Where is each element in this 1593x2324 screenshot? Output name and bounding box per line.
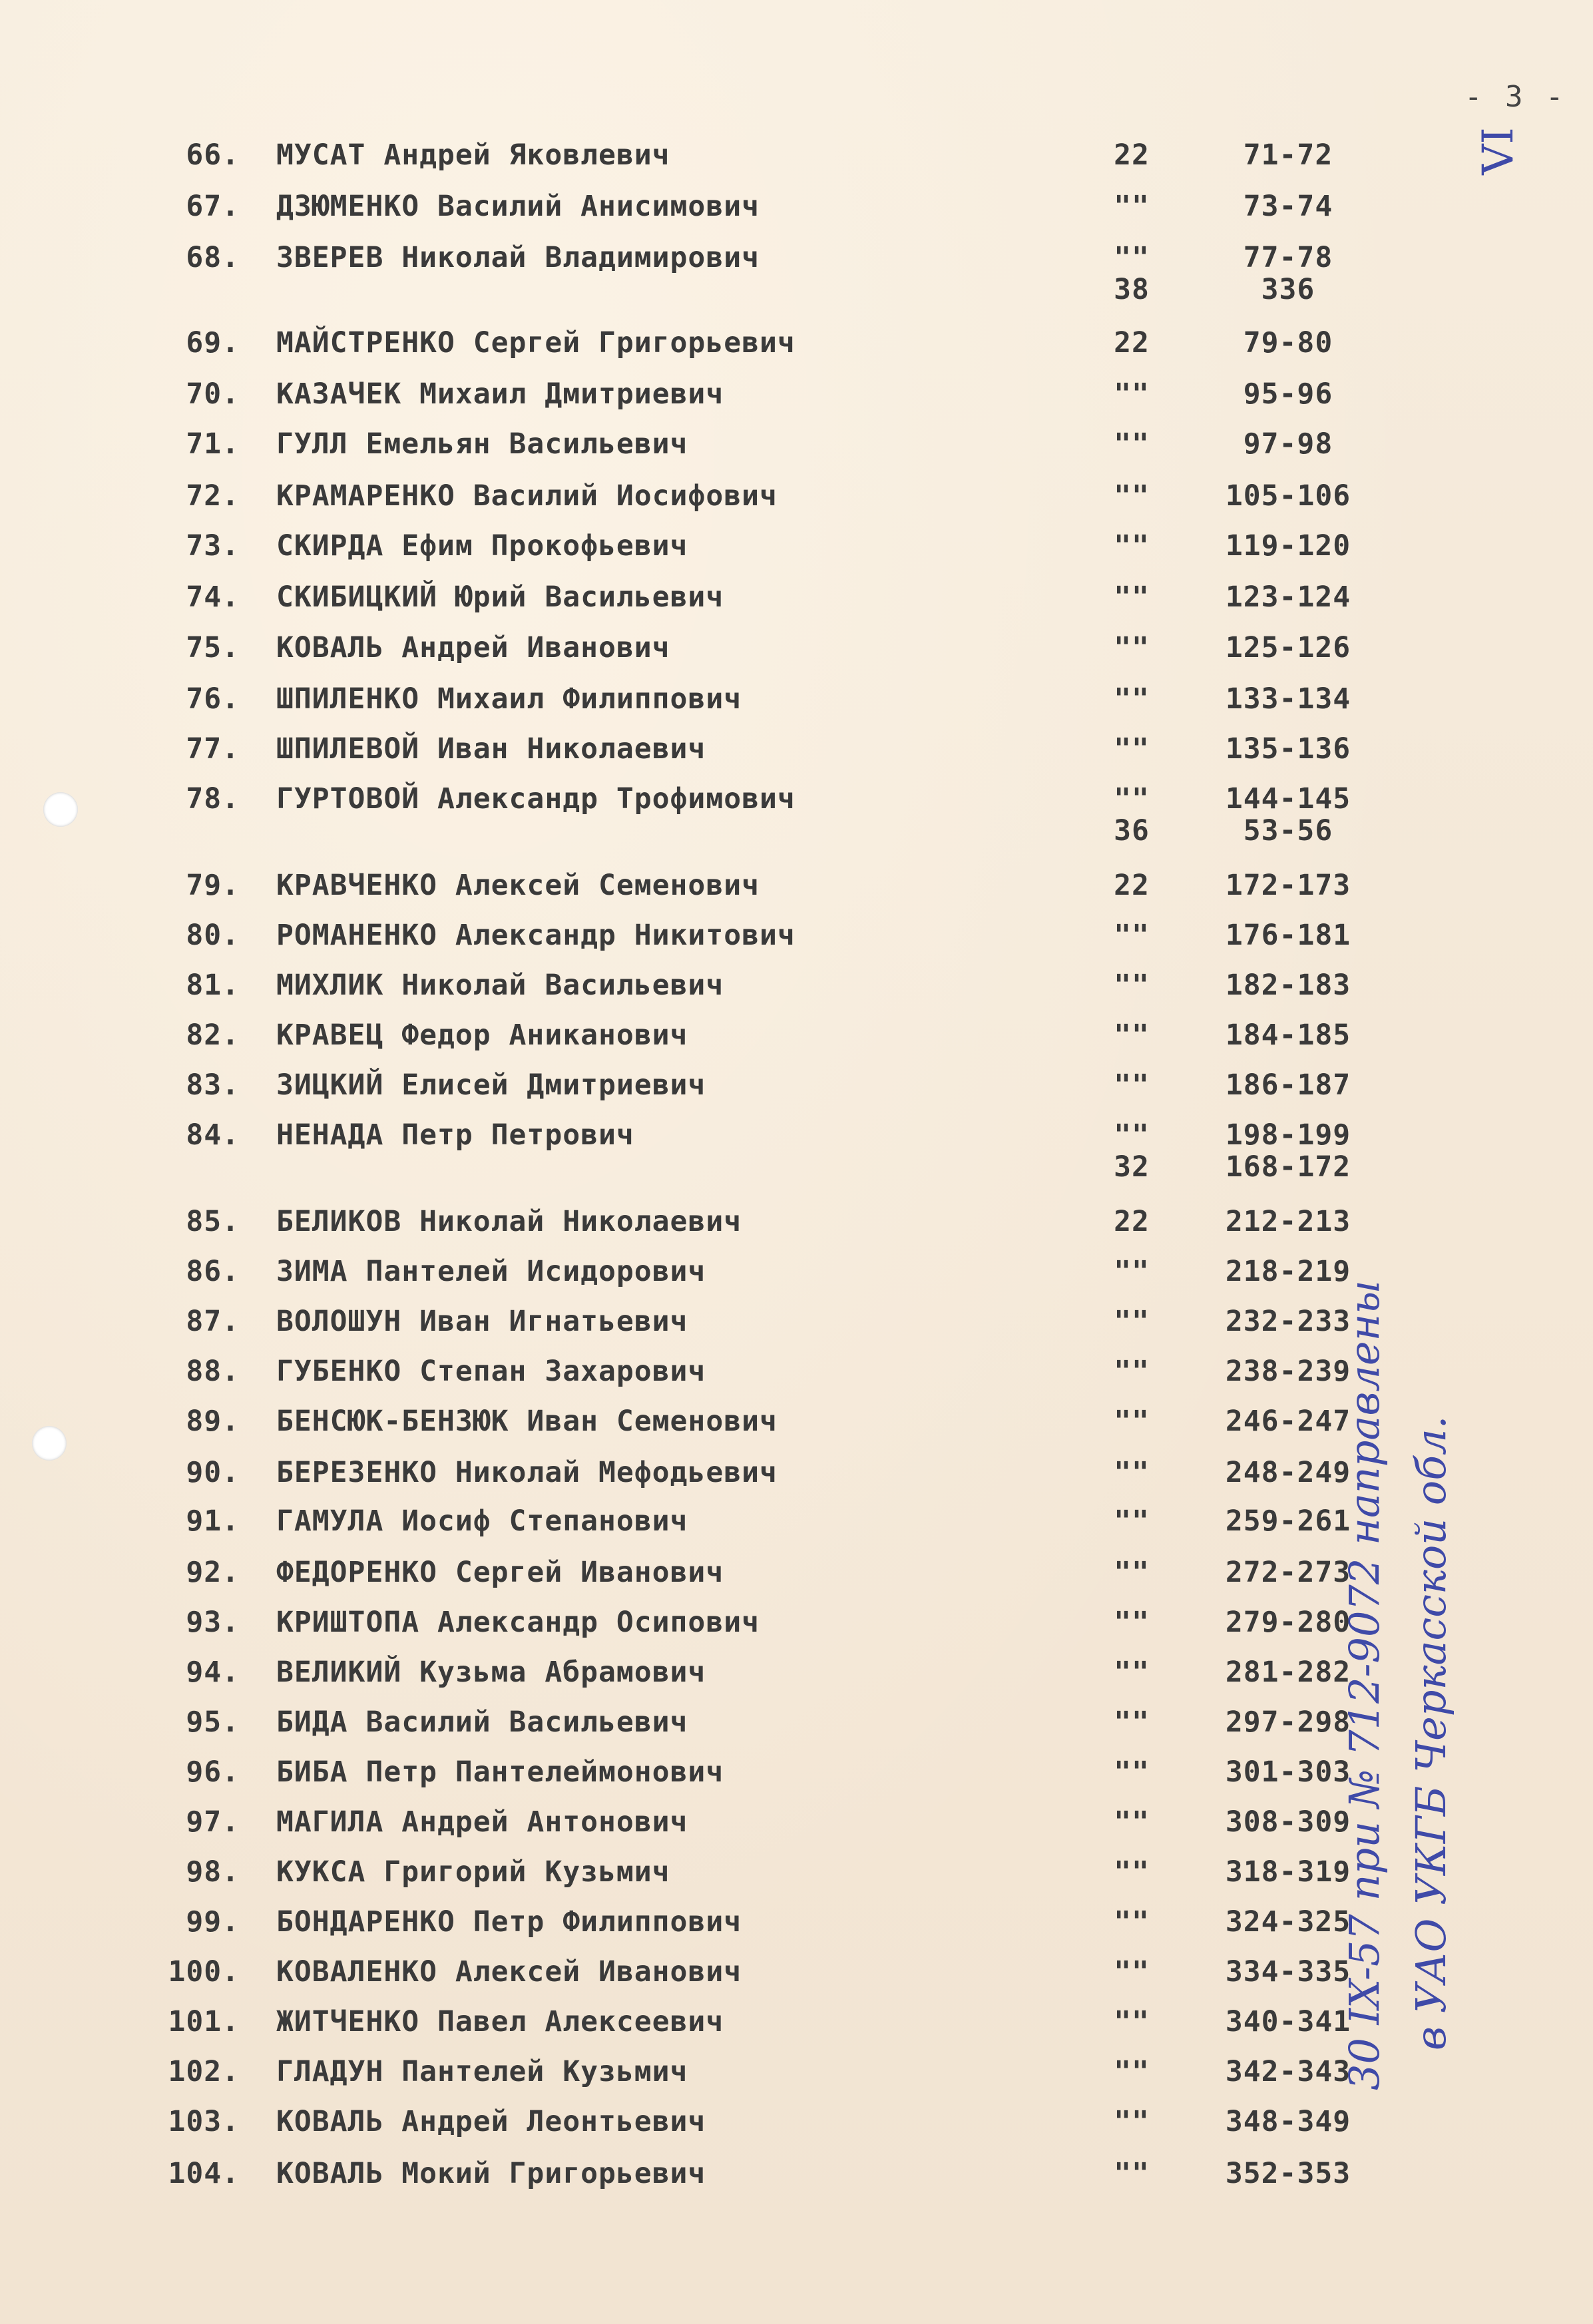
list-item — [0, 732, 1465, 772]
entry-volume — [1092, 1955, 1172, 1988]
list-item — [0, 1606, 1465, 1646]
entry-volume-value: "" — [1114, 479, 1150, 513]
entry-name: БЕНСЮК-БЕНЗЮК Иван Семенович — [276, 1405, 778, 1438]
entry-volume-value: 22 — [1114, 138, 1150, 172]
entry-number: 86. — [186, 1255, 240, 1288]
entry-volume — [1092, 326, 1172, 359]
entry-volume-value: "" — [1114, 1118, 1150, 1152]
entry-pages — [1205, 377, 1371, 411]
entry-volume-value: "" — [1114, 1706, 1150, 1739]
entry-pages — [1205, 427, 1371, 461]
entry-pages — [1205, 1955, 1371, 1988]
entry-pages — [1205, 1905, 1371, 1939]
entry-volume-value: "" — [1114, 1855, 1150, 1889]
list-item — [0, 1706, 1465, 1745]
list-item — [0, 1019, 1465, 1058]
entry-pages-secondary: 168-172 — [1225, 1150, 1351, 1184]
entry-volume — [1092, 138, 1172, 172]
entry-volume — [1092, 2055, 1172, 2088]
entry-volume-value: "" — [1114, 1905, 1150, 1939]
entry-pages — [1205, 1405, 1371, 1438]
entry-volume-value: "" — [1114, 1019, 1150, 1052]
entry-volume — [1092, 1606, 1172, 1639]
entry-volume — [1092, 919, 1172, 952]
entry-number: 104. — [168, 2157, 240, 2190]
entry-name: ЗВЕРЕВ Николай Владимирович — [276, 241, 760, 274]
entry-number: 72. — [186, 479, 240, 513]
entry-volume-value: "" — [1114, 1456, 1150, 1489]
entry-pages-value: 77-78 — [1243, 241, 1333, 274]
entry-volume-value: "" — [1114, 529, 1150, 563]
entry-volume-value: 22 — [1114, 326, 1150, 359]
entry-number: 90. — [186, 1456, 240, 1489]
entry-volume-value: "" — [1114, 1405, 1150, 1438]
entry-volume-value: "" — [1114, 1505, 1150, 1538]
entry-pages-value: 279-280 — [1225, 1606, 1351, 1639]
entry-volume — [1092, 969, 1172, 1002]
entry-pages-value: 212-213 — [1225, 1205, 1351, 1238]
entry-number: 102. — [168, 2055, 240, 2088]
entry-name: МАГИЛА Андрей Антонович — [276, 1805, 688, 1839]
entry-name: КРАМАРЕНКО Василий Иосифович — [276, 479, 778, 513]
entry-number: 103. — [168, 2105, 240, 2138]
entry-number: 99. — [186, 1905, 240, 1939]
entry-volume-value: 22 — [1114, 1205, 1150, 1238]
list-item — [0, 427, 1465, 467]
entry-pages-secondary: 336 — [1261, 273, 1315, 306]
entry-volume — [1092, 377, 1172, 411]
entry-name: КРАВЧЕНКО Алексей Семенович — [276, 869, 760, 902]
entry-volume-value: "" — [1114, 2005, 1150, 2038]
entry-volume — [1092, 1855, 1172, 1889]
entry-number: 95. — [186, 1706, 240, 1739]
entry-pages — [1205, 2157, 1371, 2190]
entry-volume — [1092, 1355, 1172, 1388]
entry-pages — [1205, 631, 1371, 664]
entry-pages-value: 232-233 — [1225, 1305, 1351, 1338]
entry-pages-value: 123-124 — [1225, 581, 1351, 614]
entry-volume-secondary: 32 — [1114, 1150, 1150, 1184]
list-item — [0, 631, 1465, 671]
entry-volume — [1092, 869, 1172, 902]
list-item — [0, 1205, 1465, 1245]
entry-pages-value: 297-298 — [1225, 1706, 1351, 1739]
entry-volume — [1092, 2157, 1172, 2190]
entry-pages — [1205, 782, 1371, 847]
entry-pages — [1205, 2005, 1371, 2038]
list-item — [0, 1656, 1465, 1696]
entry-pages — [1205, 1118, 1371, 1184]
entry-pages — [1205, 1656, 1371, 1689]
entry-name: КРИШТОПА Александр Осипович — [276, 1606, 760, 1639]
list-item — [0, 1805, 1465, 1845]
entry-number: 83. — [186, 1068, 240, 1102]
entry-pages-value: 198-199 — [1225, 1118, 1351, 1152]
entry-number: 82. — [186, 1019, 240, 1052]
entry-name: БОНДАРЕНКО Петр Филиппович — [276, 1905, 742, 1939]
entry-pages-value: 248-249 — [1225, 1456, 1351, 1489]
list-item — [0, 1855, 1465, 1895]
entry-pages-value: 133-134 — [1225, 682, 1351, 716]
entry-number: 100. — [168, 1955, 240, 1988]
list-item — [0, 1305, 1465, 1345]
entry-volume-value: "" — [1114, 2157, 1150, 2190]
entry-pages — [1205, 1706, 1371, 1739]
entry-volume-value: "" — [1114, 377, 1150, 411]
entry-pages — [1205, 1556, 1371, 1589]
list-item — [0, 2055, 1465, 2095]
entry-volume — [1092, 2005, 1172, 2038]
entry-volume — [1092, 1456, 1172, 1489]
entry-name: НЕНАДА Петр Петрович — [276, 1118, 634, 1152]
entry-pages-value: 79-80 — [1243, 326, 1333, 359]
entry-pages — [1205, 241, 1371, 306]
entry-pages — [1205, 1255, 1371, 1288]
entry-volume-value: "" — [1114, 732, 1150, 766]
entry-pages-value: 184-185 — [1225, 1019, 1351, 1052]
entry-number: 66. — [186, 138, 240, 172]
entry-name: МУСАТ Андрей Яковлевич — [276, 138, 670, 172]
list-item — [0, 1118, 1465, 1184]
entry-volume-value: "" — [1114, 241, 1150, 274]
entry-volume — [1092, 1019, 1172, 1052]
entry-volume — [1092, 1255, 1172, 1288]
entry-pages-value: 71-72 — [1243, 138, 1333, 172]
entry-volume-value: "" — [1114, 2105, 1150, 2138]
entry-volume — [1092, 1656, 1172, 1689]
entry-name: МИХЛИК Николай Васильевич — [276, 969, 724, 1002]
entry-name: КОВАЛЬ Андрей Леонтьевич — [276, 2105, 706, 2138]
entry-volume — [1092, 241, 1172, 306]
entry-number: 92. — [186, 1556, 240, 1589]
entry-number: 73. — [186, 529, 240, 563]
list-item — [0, 1755, 1465, 1795]
entry-volume — [1092, 1805, 1172, 1839]
entry-pages-secondary: 53-56 — [1243, 814, 1333, 847]
entry-number: 88. — [186, 1355, 240, 1388]
entry-volume-secondary: 36 — [1114, 814, 1150, 847]
entry-name: БИДА Василий Васильевич — [276, 1706, 688, 1739]
entry-pages-value: 259-261 — [1225, 1505, 1351, 1538]
entry-volume — [1092, 1118, 1172, 1184]
entry-pages — [1205, 682, 1371, 716]
entry-number: 81. — [186, 969, 240, 1002]
list-item — [0, 1955, 1465, 1995]
entry-volume-value: "" — [1114, 969, 1150, 1002]
list-item — [0, 2105, 1465, 2145]
entry-number: 76. — [186, 682, 240, 716]
entry-volume-value: "" — [1114, 581, 1150, 614]
entry-name: ФЕДОРЕНКО Сергей Иванович — [276, 1556, 724, 1589]
entry-number: 87. — [186, 1305, 240, 1338]
list-item — [0, 869, 1465, 909]
entry-number: 75. — [186, 631, 240, 664]
entry-pages — [1205, 326, 1371, 359]
entry-pages — [1205, 869, 1371, 902]
entry-volume — [1092, 1556, 1172, 1589]
entry-pages — [1205, 1355, 1371, 1388]
entry-pages-value: 281-282 — [1225, 1656, 1351, 1689]
entry-pages-value: 334-335 — [1225, 1955, 1351, 1988]
entry-pages-value: 95-96 — [1243, 377, 1333, 411]
entry-number: 84. — [186, 1118, 240, 1152]
entry-volume-value: "" — [1114, 782, 1150, 815]
entry-volume-value: "" — [1114, 1556, 1150, 1589]
list-item — [0, 1505, 1465, 1544]
roman-numeral: VI — [1473, 127, 1523, 175]
entry-number: 93. — [186, 1606, 240, 1639]
entry-name: ДЗЮМЕНКО Василий Анисимович — [276, 190, 760, 223]
entry-name: БЕЛИКОВ Николай Николаевич — [276, 1205, 742, 1238]
entry-volume — [1092, 479, 1172, 513]
entry-volume-value: "" — [1114, 2055, 1150, 2088]
entry-name: СКИРДА Ефим Прокофьевич — [276, 529, 688, 563]
entry-number: 71. — [186, 427, 240, 461]
list-item — [0, 1456, 1465, 1496]
entry-number: 77. — [186, 732, 240, 766]
entry-number: 68. — [186, 241, 240, 274]
entry-pages — [1205, 2105, 1371, 2138]
list-item — [0, 969, 1465, 1009]
entry-pages — [1205, 479, 1371, 513]
list-item — [0, 782, 1465, 847]
list-item — [0, 1255, 1465, 1295]
entry-pages-value: 218-219 — [1225, 1255, 1351, 1288]
entry-pages — [1205, 1205, 1371, 1238]
entry-name: ШПИЛЕНКО Михаил Филиппович — [276, 682, 742, 716]
list-item — [0, 241, 1465, 306]
entry-name: ВЕЛИКИЙ Кузьма Абрамович — [276, 1656, 706, 1689]
list-item — [0, 1068, 1465, 1108]
entry-number: 79. — [186, 869, 240, 902]
entry-number: 91. — [186, 1505, 240, 1538]
entry-name: ГУЛЛ Емельян Васильевич — [276, 427, 688, 461]
entry-name: ЖИТЧЕНКО Павел Алексеевич — [276, 2005, 724, 2038]
entry-pages — [1205, 1456, 1371, 1489]
entry-number: 94. — [186, 1656, 240, 1689]
entry-name: РОМАНЕНКО Александр Никитович — [276, 919, 796, 952]
entry-pages — [1205, 1305, 1371, 1338]
entry-number: 78. — [186, 782, 240, 815]
entry-pages-value: 348-349 — [1225, 2105, 1351, 2138]
entry-pages — [1205, 732, 1371, 766]
entry-name: КРАВЕЦ Федор Аниканович — [276, 1019, 688, 1052]
entry-pages-value: 301-303 — [1225, 1755, 1351, 1789]
entry-volume-value: "" — [1114, 1305, 1150, 1338]
list-item — [0, 479, 1465, 519]
entry-name: СКИБИЦКИЙ Юрий Васильевич — [276, 581, 724, 614]
entry-name: БИБА Петр Пантелеймонович — [276, 1755, 724, 1789]
entry-volume-value: "" — [1114, 1805, 1150, 1839]
entry-pages-value: 340-341 — [1225, 2005, 1351, 2038]
entry-volume — [1092, 1305, 1172, 1338]
entry-pages — [1205, 190, 1371, 223]
entry-pages-value: 119-120 — [1225, 529, 1351, 563]
list-item — [0, 326, 1465, 366]
entry-number: 89. — [186, 1405, 240, 1438]
list-item — [0, 1556, 1465, 1596]
entry-number: 70. — [186, 377, 240, 411]
list-item — [0, 138, 1465, 178]
entry-pages-value: 176-181 — [1225, 919, 1351, 952]
entry-pages-value: 342-343 — [1225, 2055, 1351, 2088]
annotation-line-1: 30 IX-57 при № 712-9072 направлены — [1340, 1280, 1389, 2090]
entry-volume-value: "" — [1114, 1606, 1150, 1639]
entry-name: МАЙСТРЕНКО Сергей Григорьевич — [276, 326, 796, 359]
entry-pages — [1205, 919, 1371, 952]
entry-name: ГЛАДУН Пантелей Кузьмич — [276, 2055, 688, 2088]
entry-name: ГУРТОВОЙ Александр Трофимович — [276, 782, 796, 815]
list-item — [0, 1405, 1465, 1445]
page-number: - 3 - — [1465, 80, 1566, 114]
list-item — [0, 190, 1465, 230]
annotation-line-2: в УАО УКГБ Черкасской обл. — [1407, 1415, 1455, 2050]
entry-name: ШПИЛЕВОЙ Иван Николаевич — [276, 732, 706, 766]
entry-number: 69. — [186, 326, 240, 359]
list-item — [0, 1905, 1465, 1945]
entry-pages-value: 352-353 — [1225, 2157, 1351, 2190]
entry-pages — [1205, 1755, 1371, 1789]
entry-pages — [1205, 581, 1371, 614]
list-item — [0, 377, 1465, 417]
entry-pages — [1205, 2055, 1371, 2088]
entry-pages-value: 238-239 — [1225, 1355, 1351, 1388]
entry-name: ЗИМА Пантелей Исидорович — [276, 1255, 706, 1288]
list-item — [0, 581, 1465, 620]
entry-volume — [1092, 1405, 1172, 1438]
entry-volume-secondary: 38 — [1114, 273, 1150, 306]
entry-number: 96. — [186, 1755, 240, 1789]
entry-pages-value: 324-325 — [1225, 1905, 1351, 1939]
entry-name: КОВАЛЬ Мокий Григорьевич — [276, 2157, 706, 2190]
entry-pages-value: 135-136 — [1225, 732, 1351, 766]
entry-volume-value: "" — [1114, 1068, 1150, 1102]
entry-volume — [1092, 782, 1172, 847]
entry-volume — [1092, 427, 1172, 461]
entry-name: КУКСА Григорий Кузьмич — [276, 1855, 670, 1889]
entry-number: 85. — [186, 1205, 240, 1238]
entry-volume — [1092, 190, 1172, 223]
entry-pages — [1205, 1606, 1371, 1639]
entry-volume-value: 22 — [1114, 869, 1150, 902]
list-item — [0, 2005, 1465, 2045]
entry-volume — [1092, 529, 1172, 563]
entry-pages-value: 144-145 — [1225, 782, 1351, 815]
entry-volume-value: "" — [1114, 190, 1150, 223]
entry-volume-value: "" — [1114, 631, 1150, 664]
entry-volume — [1092, 1505, 1172, 1538]
entry-pages — [1205, 529, 1371, 563]
entry-volume-value: "" — [1114, 1955, 1150, 1988]
entry-pages-value: 73-74 — [1243, 190, 1333, 223]
entry-pages-value: 97-98 — [1243, 427, 1333, 461]
entry-volume — [1092, 682, 1172, 716]
entry-name: БЕРЕЗЕНКО Николай Мефодьевич — [276, 1456, 778, 1489]
entry-pages-value: 172-173 — [1225, 869, 1351, 902]
entry-number: 98. — [186, 1855, 240, 1889]
entry-volume — [1092, 581, 1172, 614]
entry-name: ГУБЕНКО Степан Захарович — [276, 1355, 706, 1388]
entry-pages — [1205, 1019, 1371, 1052]
entry-volume — [1092, 732, 1172, 766]
entry-volume-value: "" — [1114, 919, 1150, 952]
entry-pages-value: 125-126 — [1225, 631, 1351, 664]
entry-volume-value: "" — [1114, 427, 1150, 461]
entry-pages-value: 182-183 — [1225, 969, 1351, 1002]
entry-volume-value: "" — [1114, 1355, 1150, 1388]
entry-pages — [1205, 969, 1371, 1002]
entry-pages-value: 186-187 — [1225, 1068, 1351, 1102]
list-item — [0, 682, 1465, 722]
entry-number: 80. — [186, 919, 240, 952]
entry-pages-value: 272-273 — [1225, 1556, 1351, 1589]
entry-volume — [1092, 1905, 1172, 1939]
entry-number: 67. — [186, 190, 240, 223]
entry-name: ГАМУЛА Иосиф Степанович — [276, 1505, 688, 1538]
entry-volume — [1092, 1068, 1172, 1102]
entry-volume — [1092, 1205, 1172, 1238]
entry-number: 97. — [186, 1805, 240, 1839]
entry-number: 101. — [168, 2005, 240, 2038]
entry-pages-value: 308-309 — [1225, 1805, 1351, 1839]
entry-pages — [1205, 138, 1371, 172]
list-item — [0, 1355, 1465, 1395]
entry-volume — [1092, 1706, 1172, 1739]
entry-volume-value: "" — [1114, 1755, 1150, 1789]
entry-pages-value: 246-247 — [1225, 1405, 1351, 1438]
entry-number: 74. — [186, 581, 240, 614]
entry-pages — [1205, 1805, 1371, 1839]
list-item — [0, 529, 1465, 569]
entry-name: ВОЛОШУН Иван Игнатьевич — [276, 1305, 688, 1338]
list-item — [0, 2157, 1465, 2197]
entry-pages-value: 318-319 — [1225, 1855, 1351, 1889]
entry-pages — [1205, 1068, 1371, 1102]
entry-volume — [1092, 1755, 1172, 1789]
entry-name: ЗИЦКИЙ Елисей Дмитриевич — [276, 1068, 706, 1102]
list-item — [0, 919, 1465, 959]
entry-volume — [1092, 2105, 1172, 2138]
entry-name: КОВАЛЕНКО Алексей Иванович — [276, 1955, 742, 1988]
entry-name: КАЗАЧЕК Михаил Дмитриевич — [276, 377, 724, 411]
entry-volume — [1092, 631, 1172, 664]
entry-pages-value: 105-106 — [1225, 479, 1351, 513]
entry-volume-value: "" — [1114, 682, 1150, 716]
entry-pages — [1205, 1505, 1371, 1538]
entry-pages — [1205, 1855, 1371, 1889]
entry-name: КОВАЛЬ Андрей Иванович — [276, 631, 670, 664]
entry-volume-value: "" — [1114, 1656, 1150, 1689]
entry-volume-value: "" — [1114, 1255, 1150, 1288]
